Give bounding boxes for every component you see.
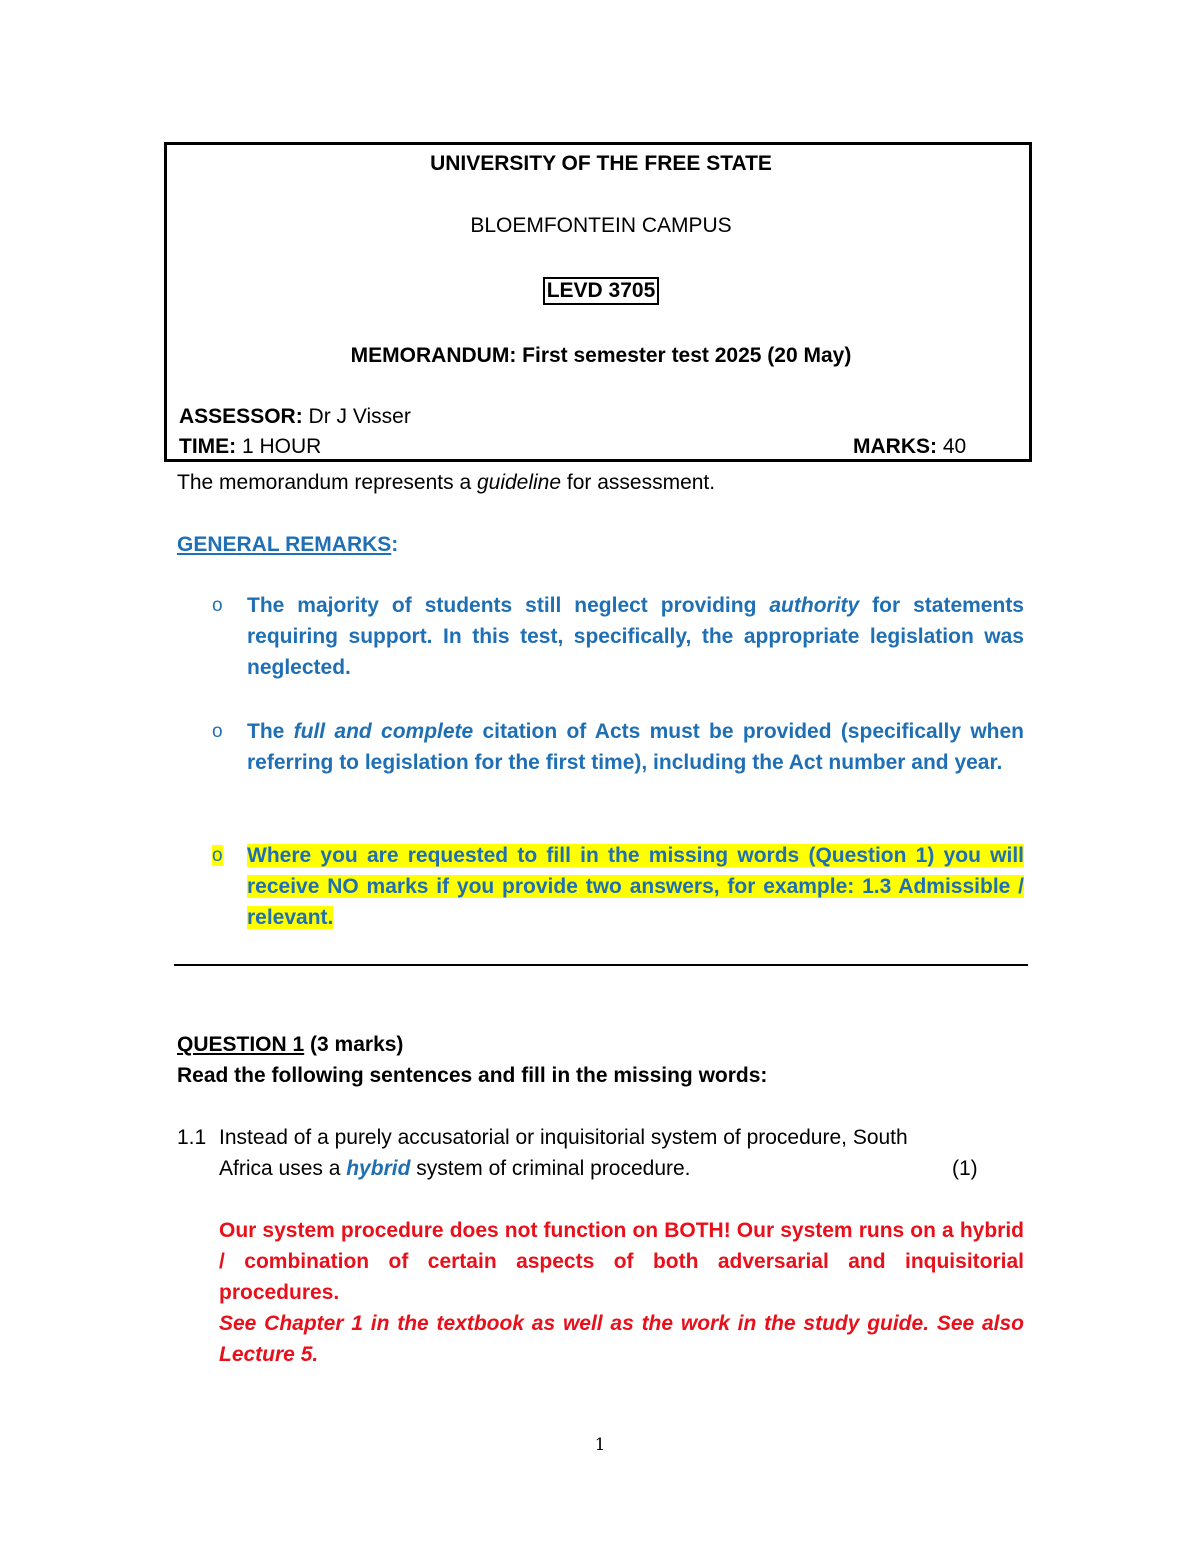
intro-pre: The memorandum represents a xyxy=(177,471,477,494)
remark-1-emphasis: authority xyxy=(769,594,860,617)
intro-text xyxy=(177,467,715,498)
remark-1-post: for statements requiring support. In this test, specifically, the appropriate legislation was neglected. xyxy=(247,594,1024,679)
time-value: 1 HOUR xyxy=(236,435,322,458)
question-1-1-pre: Africa uses a xyxy=(219,1157,347,1180)
general-remarks-heading xyxy=(177,529,398,560)
assessor-value: Dr J Visser xyxy=(302,405,411,428)
time-label: TIME: xyxy=(179,435,237,458)
answer-note: Our system procedure does not function on BOTH! Our system runs on a hybrid / combination of certain aspects of both adversarial and inquisitorial procedures. xyxy=(219,1219,1024,1304)
remark-1 xyxy=(247,590,1024,683)
intro-post: for assessment. xyxy=(561,471,716,494)
memo-label: MEMORANDUM xyxy=(350,344,510,367)
question-1-1-marks: (1) xyxy=(952,1157,978,1180)
course-code: LEVD 3705 xyxy=(543,277,660,305)
remark-3 xyxy=(247,840,1024,933)
memo-title xyxy=(167,343,1035,369)
marks-value: 40 xyxy=(937,435,967,458)
question-1-instruction: Read the following sentences and fill in the missing words: xyxy=(177,1064,768,1087)
remark-2-post: citation of Acts must be provided (specifically when referring to legislation for the first time), including the Act number and year. xyxy=(247,720,1024,774)
assessor-label: ASSESSOR: xyxy=(179,405,303,428)
university-name: UNIVERSITY OF THE FREE STATE xyxy=(430,152,772,175)
question-1-heading xyxy=(177,1029,403,1060)
general-remarks-colon: : xyxy=(391,533,399,556)
intro-emphasis: guideline xyxy=(476,471,562,494)
bullet-marker-3 xyxy=(212,840,223,871)
reference-note: See Chapter 1 in the textbook as well as the work in the study guide. See also Lecture 5. xyxy=(219,1312,1024,1366)
marks-row xyxy=(853,435,966,459)
marks-label: MARKS: xyxy=(853,435,937,458)
course-code-wrap xyxy=(167,277,1035,305)
question-1-1-answer: hybrid xyxy=(346,1157,411,1180)
time-row xyxy=(179,435,321,459)
question-1-marks: (3 marks) xyxy=(304,1033,404,1056)
remark-3-text: Where you are requested to fill in the missing words (Question 1) you will receive NO marks if you provide two answers, for example: 1.3 Admissible / relevant. xyxy=(247,844,1024,929)
question-1-1-line-2 xyxy=(219,1153,691,1184)
section-divider xyxy=(174,964,1028,966)
bullet-marker-2: o xyxy=(212,721,223,742)
question-1-1-number: 1.1 xyxy=(177,1126,207,1149)
assessor-row xyxy=(179,405,411,429)
question-1-1-post: system of criminal procedure. xyxy=(410,1157,691,1180)
campus-name: BLOEMFONTEIN CAMPUS xyxy=(470,214,732,237)
bullet-marker-3-symbol: o xyxy=(212,845,223,866)
question-1-title: QUESTION 1 xyxy=(177,1033,305,1056)
general-remarks-title: GENERAL REMARKS xyxy=(177,533,392,556)
bullet-marker-1: o xyxy=(212,595,223,616)
remark-2-pre: The xyxy=(247,720,294,743)
remark-2-emphasis: full and complete xyxy=(293,720,474,743)
title-box xyxy=(164,142,1032,462)
remark-1-pre: The majority of students still neglect providing xyxy=(247,594,770,617)
memo-title-text: : First semester test 2025 (20 May) xyxy=(509,344,852,367)
remark-2 xyxy=(247,716,1024,778)
question-1-1-line-1: Instead of a purely accusatorial or inquisitorial system of procedure, South xyxy=(219,1126,908,1149)
page-number: 1 xyxy=(594,1435,606,1455)
